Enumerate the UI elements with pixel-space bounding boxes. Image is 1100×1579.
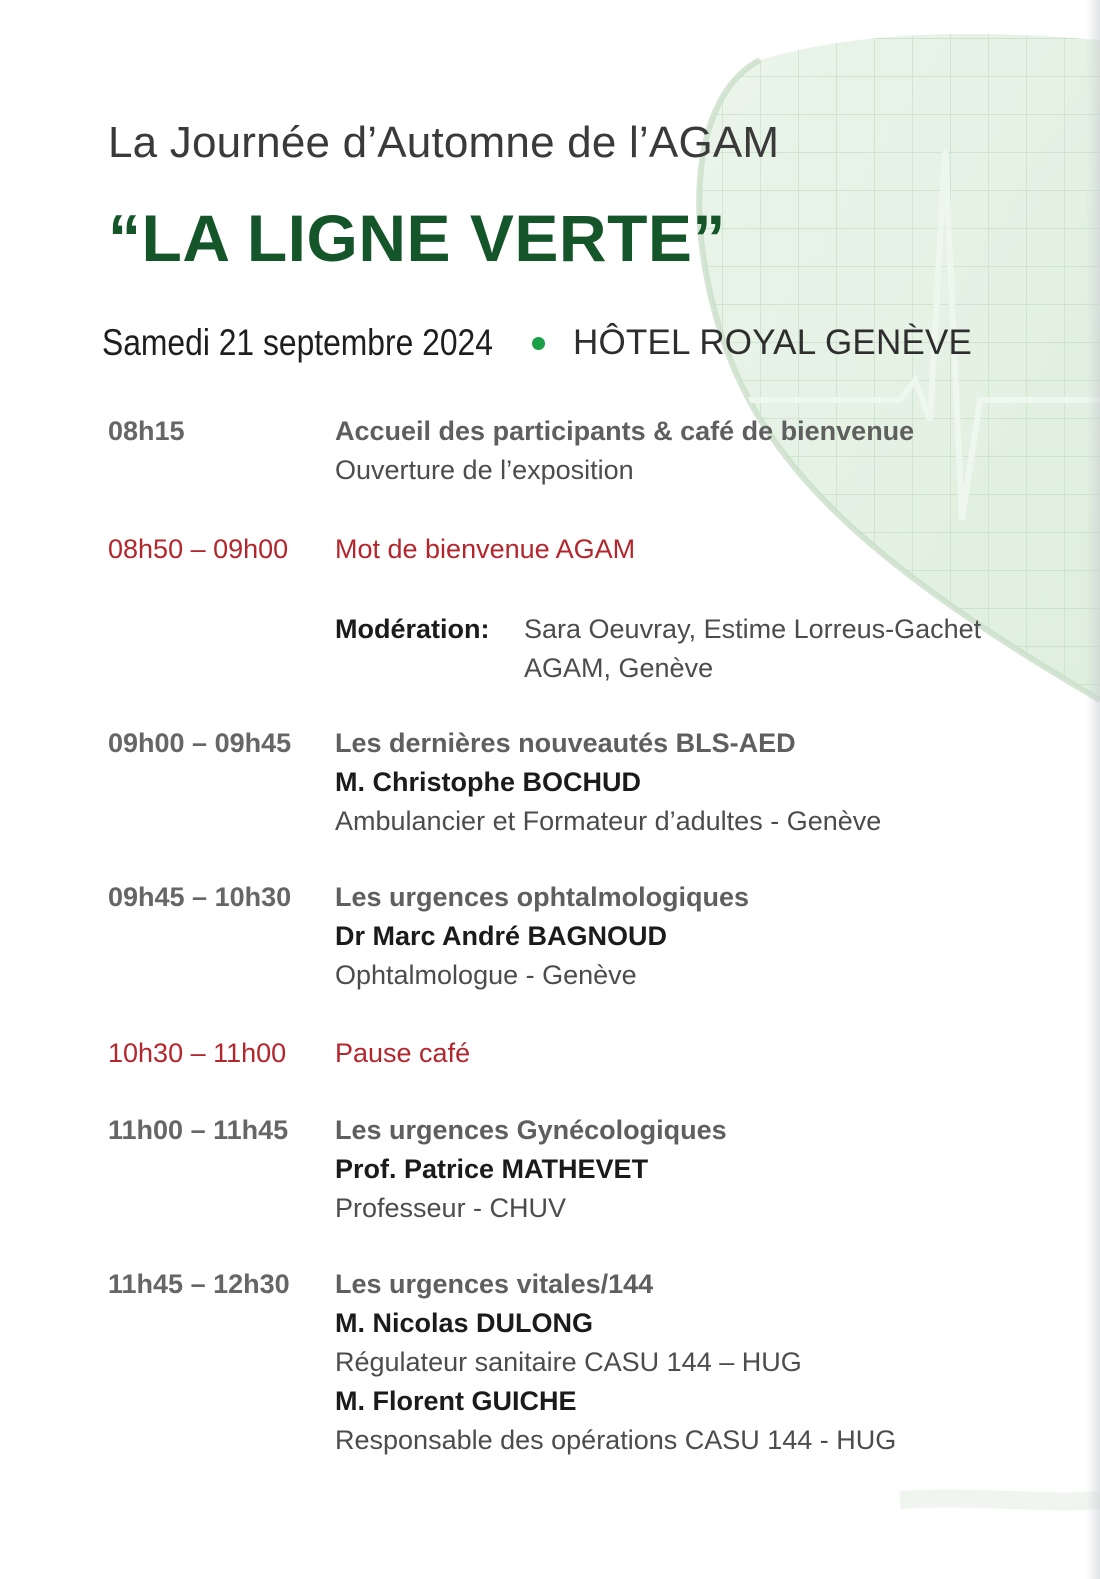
item-title: Les dernières nouveautés BLS-AED <box>335 728 796 758</box>
event-date: Samedi 21 septembre 2024 <box>102 322 493 363</box>
item-time: 09h45 – 10h30 <box>108 882 292 912</box>
item-title: Les urgences vitales/144 <box>335 1269 654 1299</box>
item-title: Les urgences ophtalmologiques <box>335 882 750 912</box>
item-content <box>335 416 914 494</box>
item-speaker: Prof. Patrice MATHEVET <box>335 1154 649 1184</box>
item-time: 08h15 <box>108 416 185 446</box>
item-content <box>335 1038 470 1077</box>
bullet-dot-icon <box>532 337 545 350</box>
moderators-affiliation: AGAM, Genève <box>524 653 714 683</box>
date-venue-line <box>102 322 972 364</box>
item-time: 09h00 – 09h45 <box>108 728 292 758</box>
item-speaker-role: Régulateur sanitaire CASU 144 – HUG <box>335 1347 802 1377</box>
event-title: “LA LIGNE VERTE” <box>108 201 726 275</box>
item-time: 08h50 – 09h00 <box>108 534 289 564</box>
item-time: 11h00 – 11h45 <box>108 1115 289 1145</box>
item-speaker-2: M. Florent GUICHE <box>335 1386 577 1416</box>
item-content <box>335 882 749 999</box>
item-content <box>335 1269 896 1464</box>
moderators: Sara Oeuvray, Estime Lorreus-Gachet <box>524 614 982 644</box>
item-title: Accueil des participants & café de bienvenue <box>335 416 915 446</box>
item-time: 10h30 – 11h00 <box>108 1038 287 1068</box>
item-note: Ouverture de l’exposition <box>335 455 634 485</box>
event-subtitle: La Journée d’Automne de l’AGAM <box>108 118 780 167</box>
item-speaker-role: Professeur - CHUV <box>335 1193 567 1223</box>
item-title: Les urgences Gynécologiques <box>335 1115 727 1145</box>
item-speaker: Dr Marc André BAGNOUD <box>335 921 668 951</box>
item-content <box>335 728 881 845</box>
item-speaker: M. Christophe BOCHUD <box>335 767 641 797</box>
item-title: Pause café <box>335 1038 471 1068</box>
item-content <box>335 534 635 573</box>
moderation-names <box>524 614 981 692</box>
item-speaker-role: Ophtalmologue - Genève <box>335 960 637 990</box>
event-venue: HÔTEL ROYAL GENÈVE <box>573 323 973 362</box>
item-speaker-role: Ambulancier et Formateur d’adultes - Genève <box>335 806 882 836</box>
moderation-label: Modération: <box>335 614 490 644</box>
item-content <box>335 1115 727 1232</box>
item-speaker: M. Nicolas DULONG <box>335 1308 594 1338</box>
item-time: 11h45 – 12h30 <box>108 1269 290 1299</box>
item-title: Mot de bienvenue AGAM <box>335 534 636 564</box>
item-speaker-2-role: Responsable des opérations CASU 144 - HUG <box>335 1425 897 1455</box>
